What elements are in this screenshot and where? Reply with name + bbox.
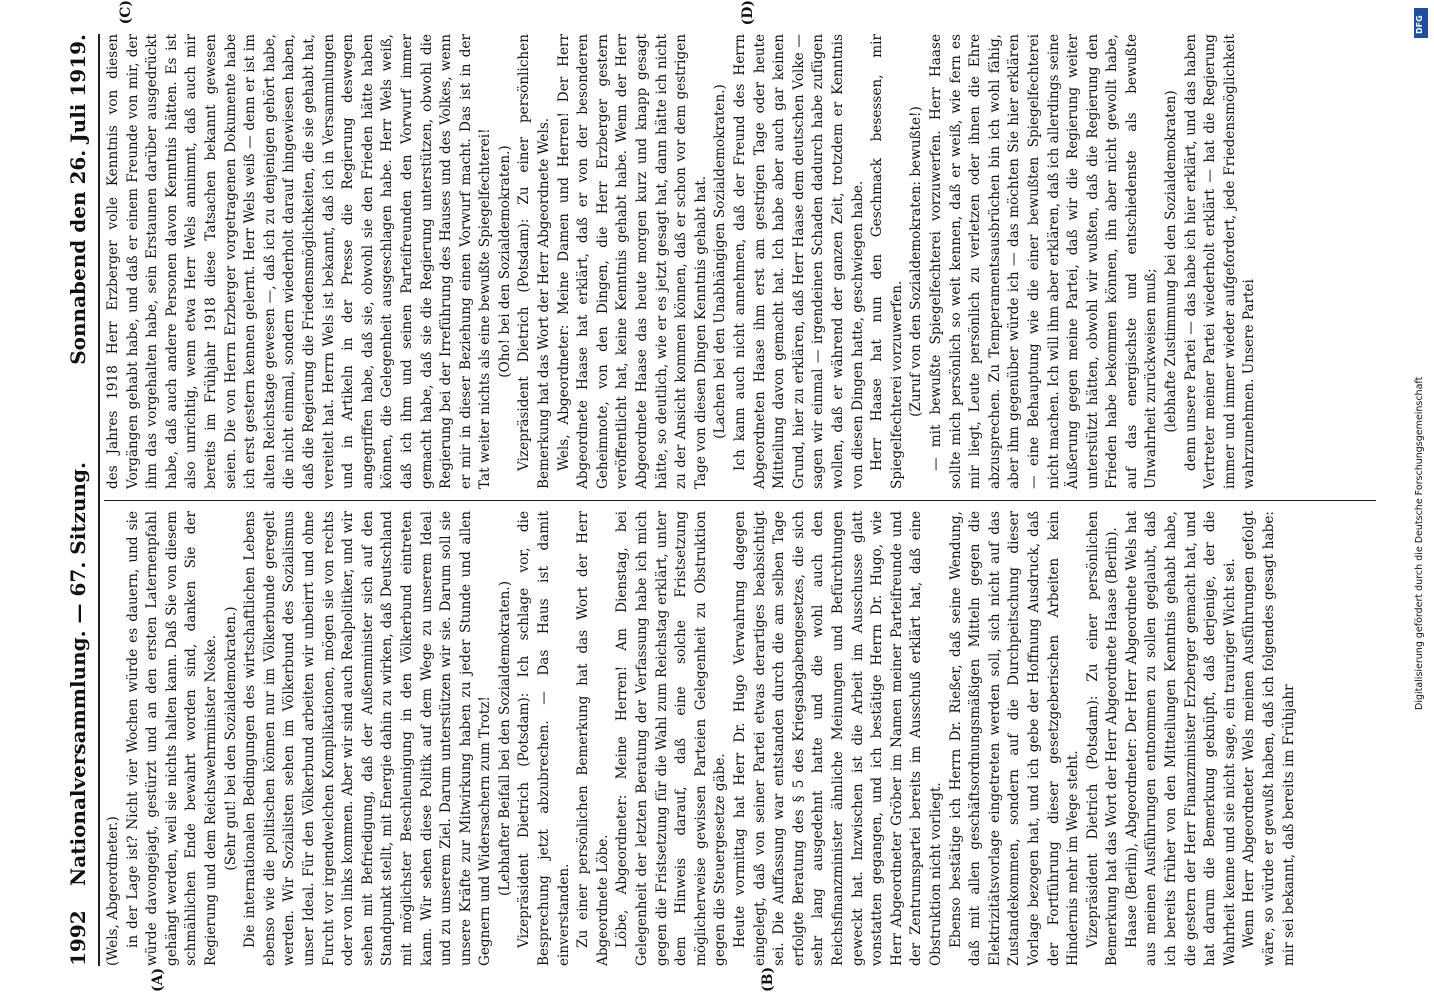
session-title: Nationalversammlung. — 67. Sitzung.: [66, 462, 90, 886]
paragraph: Heute vormittag hat Herr Dr. Hugo Verwahrung dagegen eingelegt, daß von seiner Partei etwas derartiges beabsichtigt sei. Die Auffassung war entstanden durch die am selben Tage erfolgte Beratung des § 5 des Kriegsabgabengesetzes, die sich sehr lang ausgedehnt hatte und die wohl auch den Reichsfinanzminister ähnliche Meinungen und Befürchtungen geweckt hat. Inzwischen ist die Arbeit im Ausschusse glatt vonstatten gegangen, und ich bestätige Herrn Dr. Hugo, wie Herr Abgeordneter Gröber im Namen meiner Parteifreunde und der Zentrumspartei bereits im Ausschuß erklärt hat, daß eine Obstruktion nicht vorliegt.: [732, 511, 944, 966]
paragraph: Ich kann auch nicht annehmen, daß der Freund des Herrn Abgeordneten Haase ihm erst am gestrigen Tage oder heute Mitteilung davon gemacht hat. Ich habe aber auch gar keinen Grund, hier zu erklären, daß Herr Haase dem deutschen Volke — sagen wir einmal — irgendeinen Schaden dadurch habe zufügen wollen, daß er während der ganzen Zeit, trotzdem er Kenntnis von diesen Dingen hatte, geschwiegen habe.: [732, 34, 866, 489]
paragraph: in der Lage ist? Nicht vier Wochen würde es dauern, und sie würde davongejagt, gestürzt und an den ersten Laternenpfahl gehängt werden, weil sie nichts halten kann. Daß Sie von diesem schmählichen Ende bewahrt worden sind, danken Sie der Regierung und dem Reichswehrminister Noske.: [124, 511, 219, 966]
paragraph: Vizepräsident Dietrich (Potsdam): Ich schlage vor, die Besprechung jetzt abzubrechen. — Das Haus ist damit einverstanden.: [516, 511, 572, 966]
paragraph: Vizepräsident Dietrich (Potsdam): Zu einer persönlichen Bemerkung hat das Wort der Herr Abgeordnete Wels.: [516, 34, 553, 489]
paragraph: (Oho! bei den Sozialdemokraten.): [496, 145, 513, 378]
paragraph: (Zuruf von den Sozialdemokraten: bewußte!): [908, 106, 925, 417]
paragraph: Vizepräsident Dietrich (Potsdam): Zu einer persönlichen Bemerkung hat das Wort der Herr Abgeordnete Haase (Berlin).: [1084, 511, 1121, 966]
page-number: 1992: [66, 910, 90, 966]
paragraph: Haase (Berlin), Abgeordneter: Der Herr Abgeordnete Wels hat aus meinen Ausführungen entnommen zu sollen geglaubt, daß ich bereits früher von den Mitteilungen Kenntnis gehabt habe, die gestern der Herr Finanzminister Erzberger gemacht hat, und hat darum die Bemerkung geknüpft, daß derjenige, der die Wahrheit kenne und sie nicht sage, ein trauriger Wicht sei.: [1123, 511, 1238, 966]
margin-marker-d: (D): [740, 0, 756, 26]
paragraph: (Wels, Abgeordneter.): [105, 816, 121, 966]
digitization-credit: [1414, 10, 1428, 710]
dfg-logo: [1414, 8, 1428, 38]
paragraph: (Lebhafter Beifall bei den Sozialdemokraten.): [496, 580, 513, 897]
paragraph: Zu einer persönlichen Bemerkung hat das Wort der Herr Abgeordnete Löbe.: [575, 511, 611, 966]
paragraph: (lebhafte Zustimmung bei den Sozialdemokraten): [1163, 90, 1180, 433]
paragraph: Herr Haase hat nun den Geschmack besessen, mir Spiegelfechterei vorzuwerfen.: [869, 34, 905, 489]
paragraph: Ebenso bestätige ich Herrn Dr. Rießer, daß seine Wendung, daß mit allen geschäftsordnungsmäßigen Mitteln gegen die Elektrizitätsvorlage eingetreten werden soll, sich nicht auf das Zustandekommen, sondern auf die Durchpeitschung dieser Vorlage bezogen hat, und ich gebe der Hoffnung Ausdruck, daß der Fortführung dieser gesetzgeberischen Arbeiten kein Hindernis mehr im Wege steht.: [947, 511, 1082, 966]
right-column: [104, 34, 1376, 489]
paragraph: — mit bewußte Spiegelfechterei vorzuwerfen. Herr Haase sollte mich persönlich so weit kennen, daß er weiß, wie fern es mir liegt, Leute persönlich zu verletzen oder ihnen die Ehre abzusprechen. Zu Temperamentsausbrüchen bin ich wohl fähig, aber ihm gegenüber würde ich — das möchten Sie hier erklären — eine Behauptung wie die einer bewußten Spiegelfechterei nicht machen. Ich will ihm aber erklären, daß ich allerdings seine Äußerung gegen meine Partei, daß wir die Regierung weiter unterstützt hätten, obwohl wir wußten, daß die Regierung den Frieden habe bekommen können, ihn aber nicht gewollt habe, auf das energischste und entschiedenste als bewußte Unwahrheit zurückweisen muß;: [927, 34, 1160, 489]
paragraph: Wels, Abgeordneter: Meine Damen und Herren! Der Herr Abgeordnete Haase hat erklärt, daß er von der besonderen Geheimnote, von den Dingen, die Herr Erzberger gestern veröffentlicht hat, keine Kenntnis gehabt habe. Wenn der Herr Abgeordnete Haase das heute morgen kurz und knapp gesagt hätte, so deutlich, wie er es jetzt gesagt hat, dann hätte ich nicht zu der Ansicht kommen können, daß er schon vor dem gestrigen Tage von diesen Dingen Kenntnis gehabt hat.: [555, 34, 709, 489]
text-columns: [104, 34, 1376, 966]
paragraph: (Sehr gut! bei den Sozialdemokraten.): [222, 606, 239, 871]
session-date: Sonnabend den 26. Juli 1919.: [66, 34, 90, 365]
margin-marker-b: (B): [760, 966, 776, 992]
paragraph: des Jahres 1918 Herr Erzberger volle Kenntnis von diesen Vorgängen gehabt habe, und daß er einem Freunde von mir, der ihm das vorgehalten habe, sein Erstaunen darüber ausgedrückt habe, daß auch andere Personen davon Kenntnis hätten. Es ist also unrichtig, wenn etwa Herr Wels annimmt, daß auch mir bereits im Frühjahr 1918 diese Tatsachen bekannt gewesen seien. Die von Herrn Erzberger vorgetragenen Dokumente habe ich erst gestern kennen gelernt. Herr Wels weiß — denn er ist im alten Reichstage gewesen —, daß ich zu denjenigen gehört habe, die nicht einmal, sondern wiederholt darauf hingewiesen haben, daß die Regierung die Friedensmöglichkeiten, die sie gehabt hat, vereitelt hat. Herrn Wels ist bekannt, daß ich in Versammlungen und in Artikeln in der Presse die Regierung deswegen angegriffen habe, daß sie, obwohl sie den Frieden hätte haben können, die Gelegenheit ausgeschlagen habe. Herr Wels weiß, daß ich ihm und seinen Parteifreunden den Vorwurf immer gemacht habe, daß sie die Regierung unterstützen, obwohl die Regierung bei der Irreführung des Hauses und des Volkes, wenn er mir in dieser Beziehung einen Vorwurf macht. Das ist in der Tat weiter nichts als eine bewußte Spiegelfechterei!: [105, 34, 494, 489]
paragraph: Löbe, Abgeordneter: Meine Herren! Am Dienstag, bei Gelegenheit der letzten Beratung der Verfassung habe ich mich gegen die Fristsetzung für die Wahl zum Reichstag erklärt, unter dem Hinweis darauf, daß eine solche Fristsetzung möglicherweise gewissen Parteien Gelegenheit zu Obstruktion gegen die Steuergesetze gäbe.: [614, 511, 729, 966]
column-divider: [104, 500, 1376, 501]
paragraph: Wenn Herr Abgeordneter Wels meinen Ausführungen gefolgt wäre, so würde er gewußt haben, daß ich folgendes gesagt habe: mir sei bekannt, daß bereits im Frühjahr: [1241, 511, 1297, 966]
page-header: [58, 34, 100, 966]
paragraph: Die internationalen Bedingungen des wirtschaftlichen Lebens ebenso wie die politischen können nur im Völkerbunde geregelt werden. Wir Sozialisten sehen im Völkerbund des Sozialismus unser Ideal. Für den Völkerbund arbeiten wir unbeirrt und ohne Furcht vor irgendwelchen Komplikationen, mögen sie von rechts oder von links kommen. Aber wir sind auch Realpolitiker, und wir sehen mit Befriedigung, daß der Außenminister sich auf den Standpunkt stellt, mit Energie dahin zu wirken, daß Deutschland mit möglichster Beschleunigung in den Völkerbund eintreten kann. Wir sehen diese Politik auf dem Wege zu unserem Ideal und zu unserem Ziel. Darum unterstützen wir sie. Darum soll sie unsere Kräfte zur Mitwirkung haben zu jeder Stunde und allen Gegnern und Widersachern zum Trotz!: [242, 511, 494, 966]
margin-marker-a: (A): [150, 967, 166, 992]
credit-text: Digitalisierung gefördert durch die Deutsche Forschungsgemeinschaft: [1414, 376, 1425, 710]
margin-marker-c: (C): [118, 0, 134, 25]
dfg-logo-text: DFG: [1415, 15, 1424, 34]
paragraph: (Lachen bei den Unabhängigen Sozialdemokraten.): [712, 84, 729, 439]
paragraph: denn unsere Partei — das habe ich hier erklärt, und das haben Vertreter meiner Partei wiederholt erklärt — hat die Regierung immer und immer wieder aufgefordert, jede Friedensmöglichkeit wahrzunehmen. Unsere Partei: [1182, 34, 1258, 489]
left-column: [104, 511, 1376, 966]
